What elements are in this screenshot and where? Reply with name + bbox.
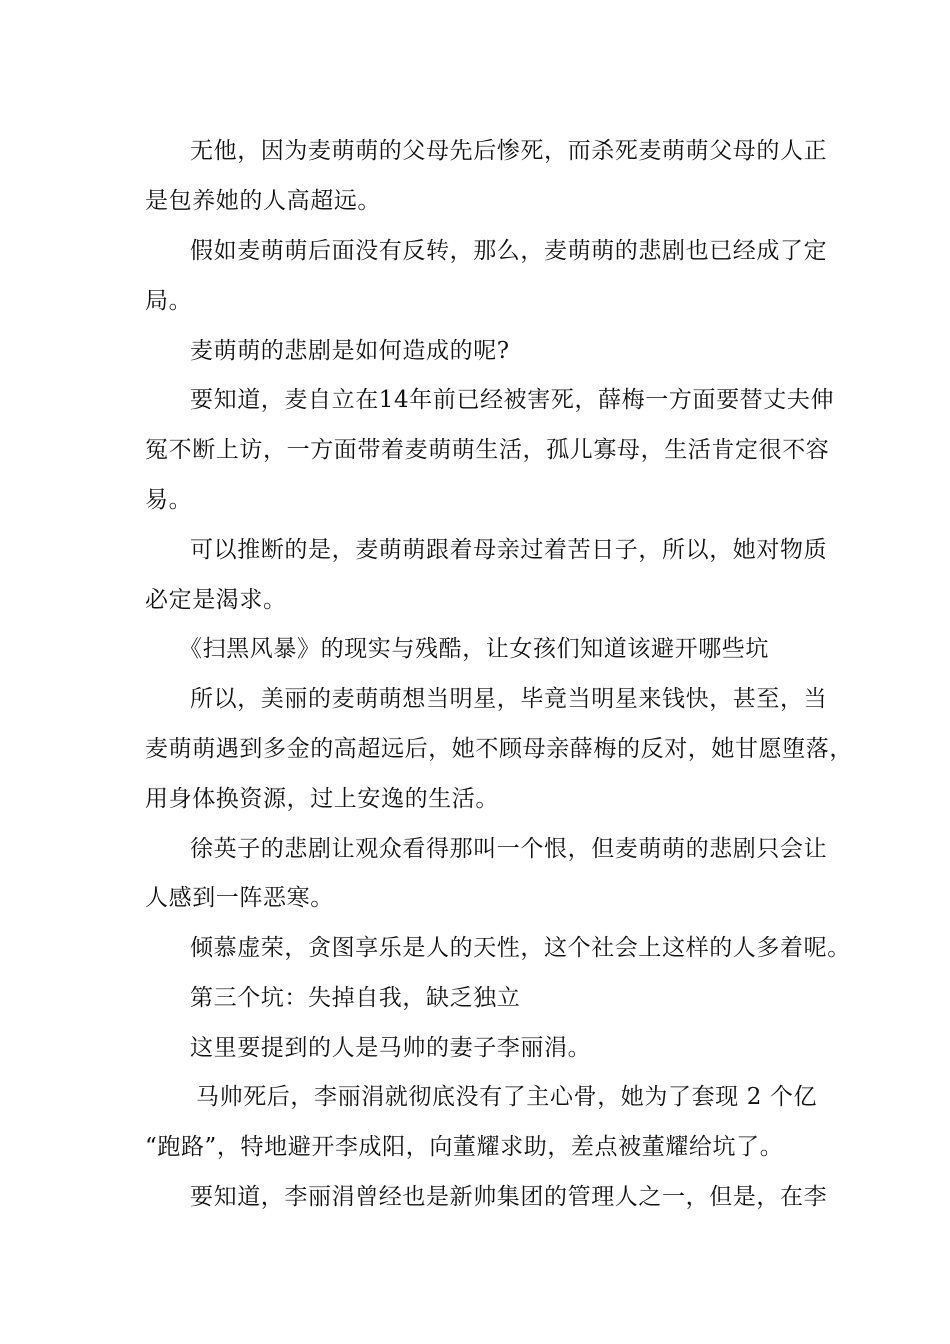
text-line: 第三个坑：失掉自我，缺乏独立 xyxy=(190,985,521,1011)
text-line: 必定是渴求。 xyxy=(145,587,287,613)
text-line: 麦萌萌遇到多金的高超远后，她不顾母亲薛梅的反对，她甘愿堕落， xyxy=(145,736,853,762)
text-line: 人感到一阵恶寒。 xyxy=(145,885,334,911)
text-line: 马帅死后，李丽涓就彻底没有了主心骨，她为了套现 2 个亿 xyxy=(196,1084,818,1110)
text-line: 麦萌萌的悲剧是如何造成的呢? xyxy=(190,338,510,364)
text-line: 可以推断的是，麦萌萌跟着母亲过着苦日子，所以，她对物质 xyxy=(190,537,828,563)
text-line: 用身体换资源，过上安逸的生活。 xyxy=(145,786,499,812)
text-line: 这里要提到的人是马帅的妻子李丽涓。 xyxy=(190,1035,592,1061)
text-line: 冤不断上访，一方面带着麦萌萌生活，孤儿寡母，生活肯定很不容 xyxy=(145,437,830,463)
text-line: 倾慕虚荣，贪图享乐是人的天性，这个社会上这样的人多着呢。 xyxy=(190,935,851,961)
text-line: 无他，因为麦萌萌的父母先后惨死，而杀死麦萌萌父母的人正 xyxy=(190,138,828,164)
text-line: 《扫黑风暴》的现实与残酷，让女孩们知道该避开哪些坑 xyxy=(179,636,769,662)
text-line: 局。 xyxy=(145,288,193,314)
text-line: “跑路”，特地避开李成阳，向董耀求助，差点被董耀给坑了。 xyxy=(145,1134,784,1160)
text-line: 要知道，麦自立在14年前已经被害死，薛梅一方面要替丈夫伸 xyxy=(190,387,835,413)
text-line: 所以，美丽的麦萌萌想当明星，毕竟当明星来钱快，甚至，当 xyxy=(190,686,828,712)
text-line: 要知道，李丽涓曾经也是新帅集团的管理人之一，但是，在李 xyxy=(190,1184,828,1210)
text-line: 徐英子的悲剧让观众看得那叫一个恨，但麦萌萌的悲剧只会让 xyxy=(190,836,828,862)
text-line: 是包养她的人高超远。 xyxy=(145,188,381,214)
text-line: 易。 xyxy=(145,487,193,513)
text-line: 假如麦萌萌后面没有反转，那么，麦萌萌的悲剧也已经成了定 xyxy=(190,238,828,264)
